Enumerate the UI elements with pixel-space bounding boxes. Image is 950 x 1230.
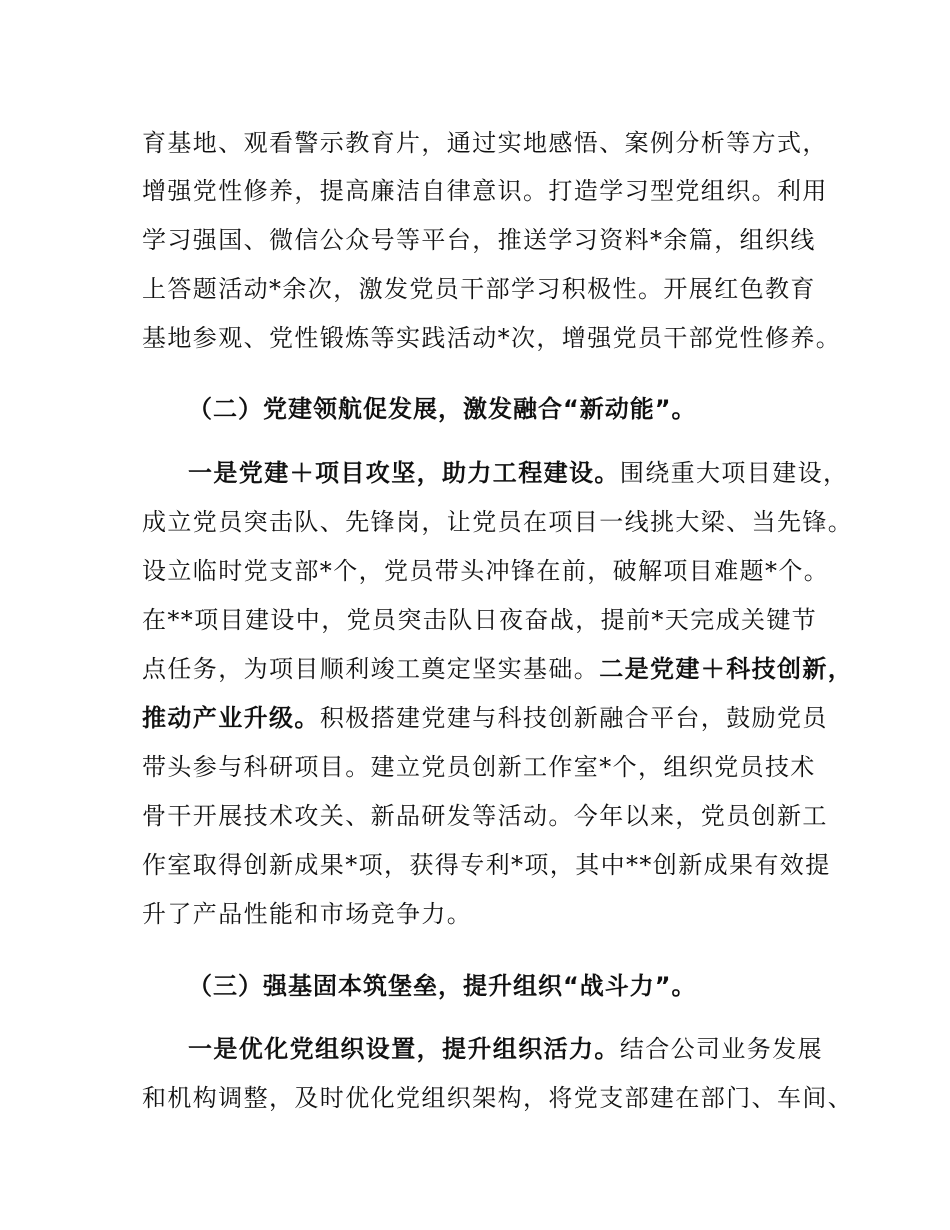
line-text: 积极搭建党建与科技创新融合平台，鼓励党员 (319, 704, 828, 732)
paragraph-line: 基地参观、党性锻炼等实践活动*次，增强党员干部党性修养。 (142, 324, 842, 352)
paragraph-line: 成立党员突击队、先锋岗，让党员在项目一线挑大梁、当先锋。 (142, 508, 854, 536)
bold-lead: 一是优化党组织设置，提升组织活力。 (188, 1035, 620, 1063)
bold-lead: 推动产业升级。 (142, 704, 320, 732)
paragraph-line: 增强党性修养，提高廉洁自律意识。打造学习型党组织。利用 (142, 177, 828, 205)
line-text: 结合公司业务发展 (619, 1035, 824, 1063)
section-heading-2: （二）党建领航促发展，激发融合“新动能”。 (188, 395, 697, 423)
bold-lead: 二是党建＋科技创新， (599, 655, 854, 683)
paragraph-line: 上答题活动*余次，激发党员干部学习积极性。开展红色教育 (142, 275, 816, 303)
paragraph-line (142, 653, 853, 685)
paragraph-line (188, 1033, 823, 1065)
paragraph-line: 学习强国、微信公众号等平台，推送学习资料*余篇，组织线 (142, 226, 816, 254)
paragraph-line: 和机构调整，及时优化党组织架构，将党支部建在部门、车间、 (142, 1084, 854, 1112)
paragraph-line: 骨干开展技术攻关、新品研发等活动。今年以来，党员创新工 (142, 802, 828, 830)
paragraph-line (188, 457, 848, 489)
paragraph-line: 育基地、观看警示教育片，通过实地感悟、案例分析等方式， (142, 129, 828, 157)
section-heading-3: （三）强基固本筑堡垒，提升组织“战斗力”。 (188, 972, 697, 1000)
paragraph-line: 设立临时党支部*个，党员带头冲锋在前，破解项目难题*个。 (142, 557, 830, 585)
line-text: 点任务，为项目顺利竣工奠定坚实基础。 (142, 655, 600, 683)
paragraph-line: 带头参与科研项目。建立党员创新工作室*个，组织党员技术 (142, 753, 816, 781)
line-text: 围绕重大项目建设， (619, 459, 849, 487)
paragraph-line: 作室取得创新成果*项，获得专利*项，其中**创新成果有效提 (142, 851, 831, 879)
paragraph-line: 升了产品性能和市场竞争力。 (142, 900, 473, 928)
paragraph-line: 在**项目建设中，党员突击队日夜奋战，提前*天完成关键节 (142, 606, 818, 634)
paragraph-line (142, 702, 828, 734)
bold-lead: 一是党建＋项目攻坚，助力工程建设。 (188, 459, 620, 487)
